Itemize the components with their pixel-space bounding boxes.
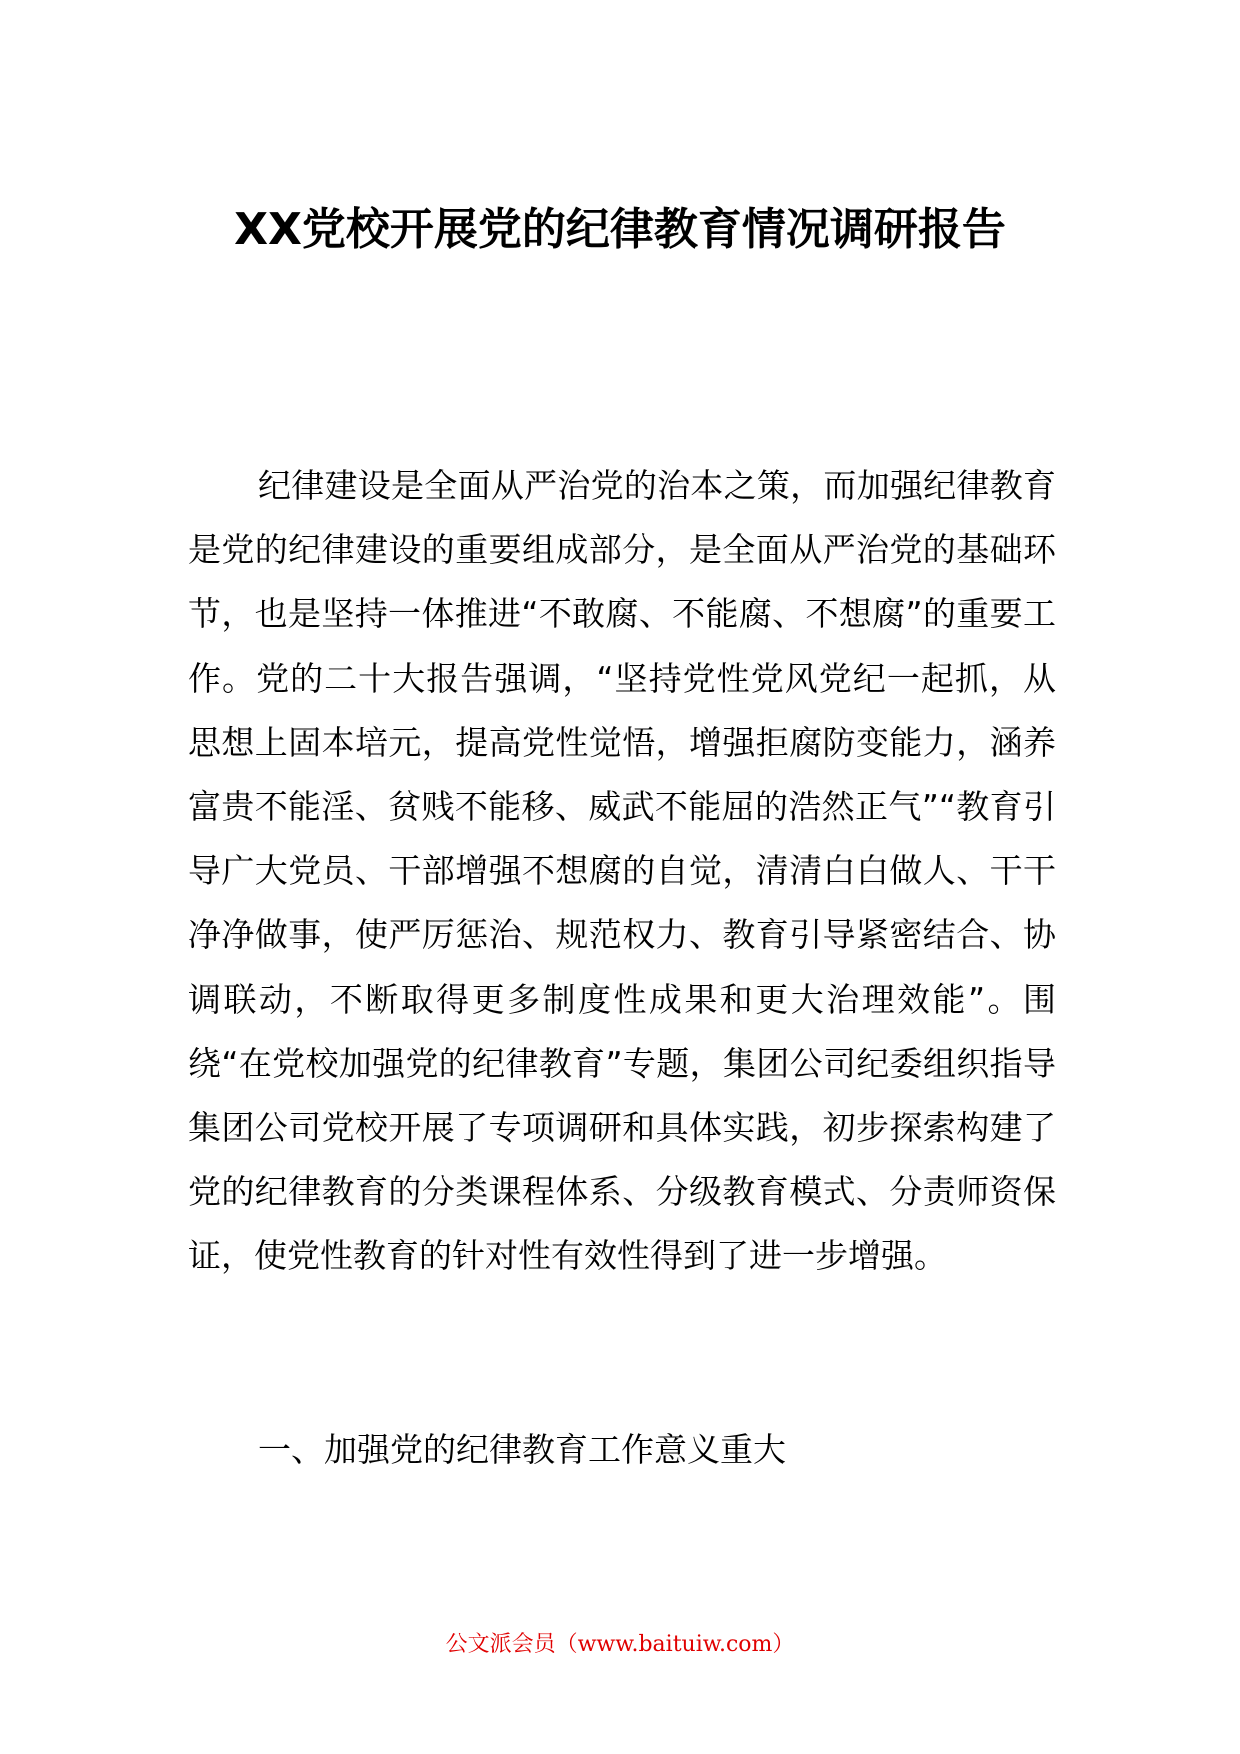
intro-paragraph: 纪律建设是全面从严治党的治本之策，而加强纪律教育是党的纪律建设的重要组成部分，是全面从严治党的基础环节，也是坚持一体推进“不敢腐、不能腐、不想腐”的重要工作。党的二十大报告强调，“坚持党性党风党纪一起抓，从思想上固本培元，提高党性觉悟，增强拒腐防变能力，涵养富贵不能淫、贫贱不能移、威武不能屈的浩然正气”“教育引导广大党员、干部增强不想腐的自觉，清清白白做人、干干净净做事，使严厉惩治、规范权力、教育引导紧密结合、协调联动，不断取得更多制度性成果和更大治理效能”。围绕“在党校加强党的纪律教育”专题，集团公司纪委组织指导集团公司党校开展了专项调研和具体实践，初步探索构建了党的纪律教育的分类课程体系、分级教育模式、分责师资保证，使党性教育的针对性有效性得到了进一步增强。 bbox=[188, 466, 1056, 1276]
section-heading: 一、加强党的纪律教育工作意义重大 bbox=[258, 1430, 786, 1469]
footer-watermark: 公文派会员（www.baituiw.com） bbox=[445, 1632, 795, 1657]
document-title: XX党校开展党的纪律教育情况调研报告 bbox=[234, 204, 1006, 255]
